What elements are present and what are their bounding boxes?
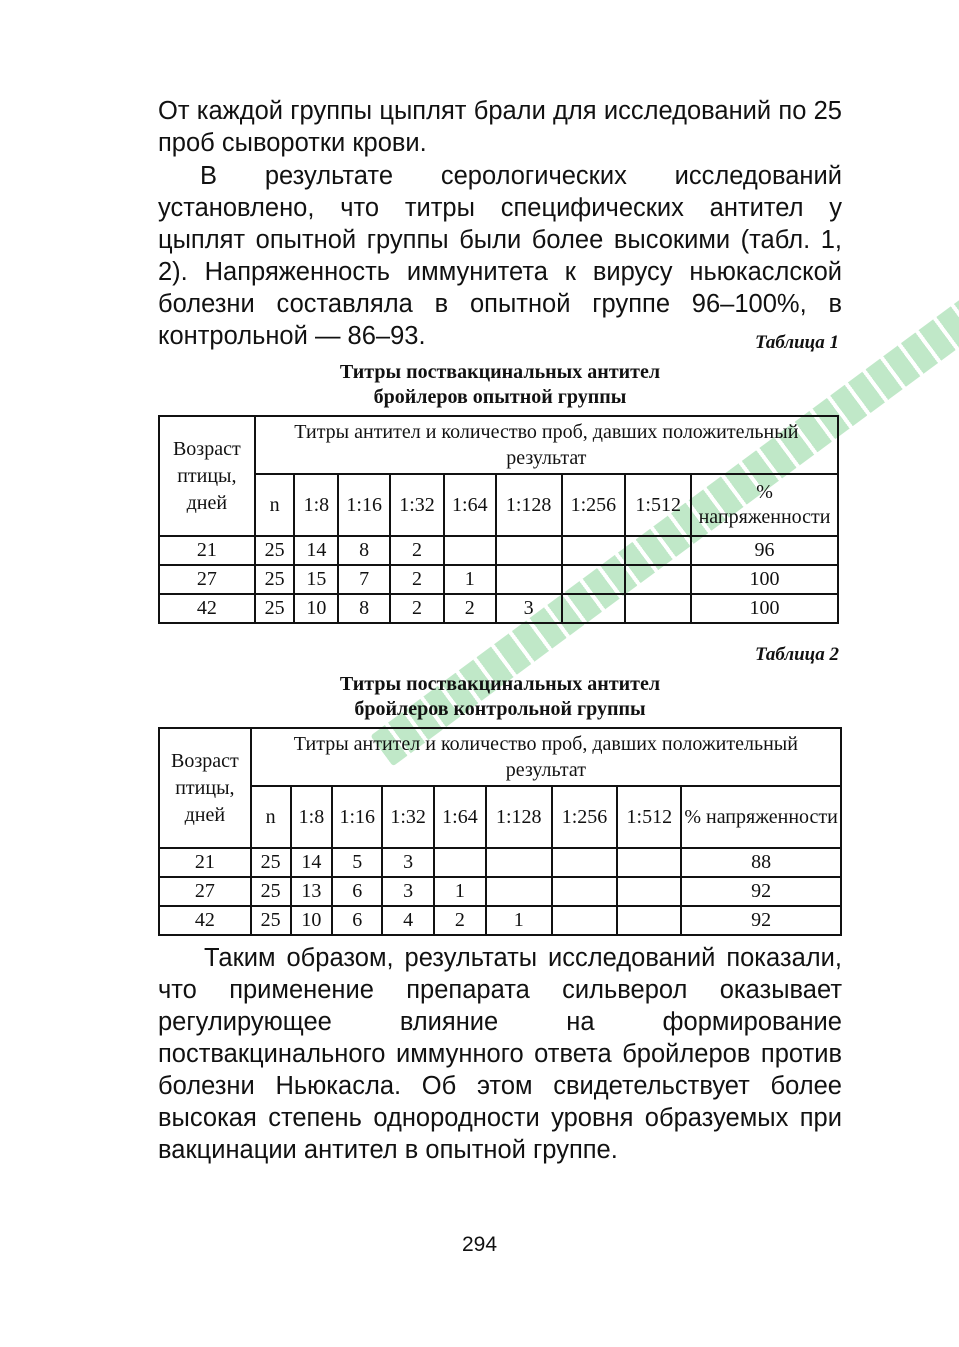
table-cell: 15 [294, 565, 338, 594]
table-cell: 27 [159, 565, 255, 594]
table-cell: 8 [338, 594, 390, 623]
table1-col-header: 1:128 [496, 474, 562, 536]
table1-subheader-row [159, 474, 838, 536]
table-cell: 13 [291, 877, 333, 906]
table-cell [562, 536, 626, 565]
table-cell: 27 [159, 877, 251, 906]
paragraph-results: В результате серологических исследований установлено, что титры специфических антител у цыплят опытной группы были более высокими (табл. 1, 2). Напряженность иммунитета к вирусу ньюкаслской болезни составляла в опытной группе 96–100%, в контрольной — 86–93. [158, 162, 842, 350]
table-row [159, 536, 838, 565]
table-cell: 14 [291, 848, 333, 877]
table-cell [625, 565, 691, 594]
paragraph-intro: От каждой группы цыплят брали для исследований по 25 проб сыворотки крови. [158, 97, 842, 157]
table-cell: 1 [486, 906, 552, 935]
table-cell [617, 906, 681, 935]
table1-title-line2: бройлеров опытной группы [373, 386, 627, 408]
table-cell: 25 [255, 594, 295, 623]
table2-col-header: 1:256 [552, 786, 618, 848]
table2-body [159, 848, 841, 935]
table-cell: 25 [251, 877, 291, 906]
table-cell: 1 [434, 877, 486, 906]
table-cell: 4 [382, 906, 434, 935]
table1-col-header: n [255, 474, 295, 536]
table2-group-header: Титры антител и количество проб, давших положительный результат [251, 728, 841, 786]
table2-title [158, 672, 842, 722]
table1-age-header: Возраст птицы, дней [159, 416, 255, 536]
table2-title-line2: бройлеров контрольной группы [354, 698, 646, 720]
table2-subheader-row [159, 786, 841, 848]
table1-title-line1: Титры поствакцинальных антител [339, 361, 661, 383]
table-cell: 25 [255, 565, 295, 594]
table2-col-header: % напряженности [681, 786, 841, 848]
table-cell: 6 [332, 906, 382, 935]
table2-col-header: 1:16 [332, 786, 382, 848]
table-cell [552, 877, 618, 906]
table-cell: 2 [444, 594, 496, 623]
table-cell [434, 848, 486, 877]
table2-label: Таблица 2 [754, 644, 839, 665]
table-cell: 42 [159, 906, 251, 935]
table-cell: 21 [159, 848, 251, 877]
table-cell: 100 [691, 594, 838, 623]
table-cell [444, 536, 496, 565]
table-cell [625, 594, 691, 623]
table1-col-header: 1:16 [338, 474, 390, 536]
table-row [159, 877, 841, 906]
table-row [159, 565, 838, 594]
table2-col-header: n [251, 786, 291, 848]
table-cell: 2 [390, 594, 444, 623]
page-number: 294 [461, 1233, 498, 1256]
table-cell [552, 848, 618, 877]
table-cell [562, 565, 626, 594]
table1-body [159, 536, 838, 623]
table-cell [562, 594, 626, 623]
table-cell: 8 [338, 536, 390, 565]
table-row [159, 906, 841, 935]
table-cell [496, 536, 562, 565]
table1-col-header: % напряженности [691, 474, 838, 536]
table2-age-header: Возраст птицы, дней [159, 728, 251, 848]
table1-col-header: 1:512 [625, 474, 691, 536]
table2-col-header: 1:512 [617, 786, 681, 848]
table-cell: 5 [332, 848, 382, 877]
table2-col-header: 1:8 [291, 786, 333, 848]
table1-col-header: 1:256 [562, 474, 626, 536]
table-cell [617, 877, 681, 906]
table-cell: 3 [382, 877, 434, 906]
table2 [158, 727, 842, 936]
table-cell: 2 [434, 906, 486, 935]
table1-col-header: 1:64 [444, 474, 496, 536]
table-cell [625, 536, 691, 565]
table-cell: 25 [251, 906, 291, 935]
table1-col-header: 1:8 [294, 474, 338, 536]
table-cell: 25 [255, 536, 295, 565]
table-cell [496, 565, 562, 594]
table-cell: 14 [294, 536, 338, 565]
table-row [159, 594, 838, 623]
table1-col-header: 1:32 [390, 474, 444, 536]
table2-col-header: 1:32 [382, 786, 434, 848]
table-row [159, 848, 841, 877]
table-cell: 1 [444, 565, 496, 594]
table-cell: 92 [681, 906, 841, 935]
table-cell: 42 [159, 594, 255, 623]
table-cell: 92 [681, 877, 841, 906]
table-cell: 2 [390, 565, 444, 594]
table-cell: 6 [332, 877, 382, 906]
table-cell: 96 [691, 536, 838, 565]
paragraph-conclusion: Таким образом, результаты исследований показали, что применение препарата сильверол оказывает регулирующее влияние на формирование поствакцинального иммунного ответа бройлеров против болезни Ньюкасла. Об этом свидетельствует более высокая степень однородности уровня образуемых при вакцинации антител в опытной группе. [158, 944, 842, 1164]
table2-col-header: 1:64 [434, 786, 486, 848]
table1-group-header: Титры антител и количество проб, давших положительный результат [255, 416, 838, 474]
table-cell: 2 [390, 536, 444, 565]
table-cell [486, 877, 552, 906]
table1-title [158, 360, 842, 410]
table-cell: 21 [159, 536, 255, 565]
table-cell: 3 [496, 594, 562, 623]
table1-label: Таблица 1 [754, 332, 839, 353]
table-cell: 3 [382, 848, 434, 877]
table-cell: 100 [691, 565, 838, 594]
table-cell: 7 [338, 565, 390, 594]
table2-title-line1: Титры поствакцинальных антител [339, 673, 661, 695]
table-cell [486, 848, 552, 877]
table1 [158, 415, 839, 624]
table-cell [552, 906, 618, 935]
table-cell: 10 [291, 906, 333, 935]
table-cell [617, 848, 681, 877]
table2-col-header: 1:128 [486, 786, 552, 848]
table-cell: 88 [681, 848, 841, 877]
table-cell: 10 [294, 594, 338, 623]
table-cell: 25 [251, 848, 291, 877]
